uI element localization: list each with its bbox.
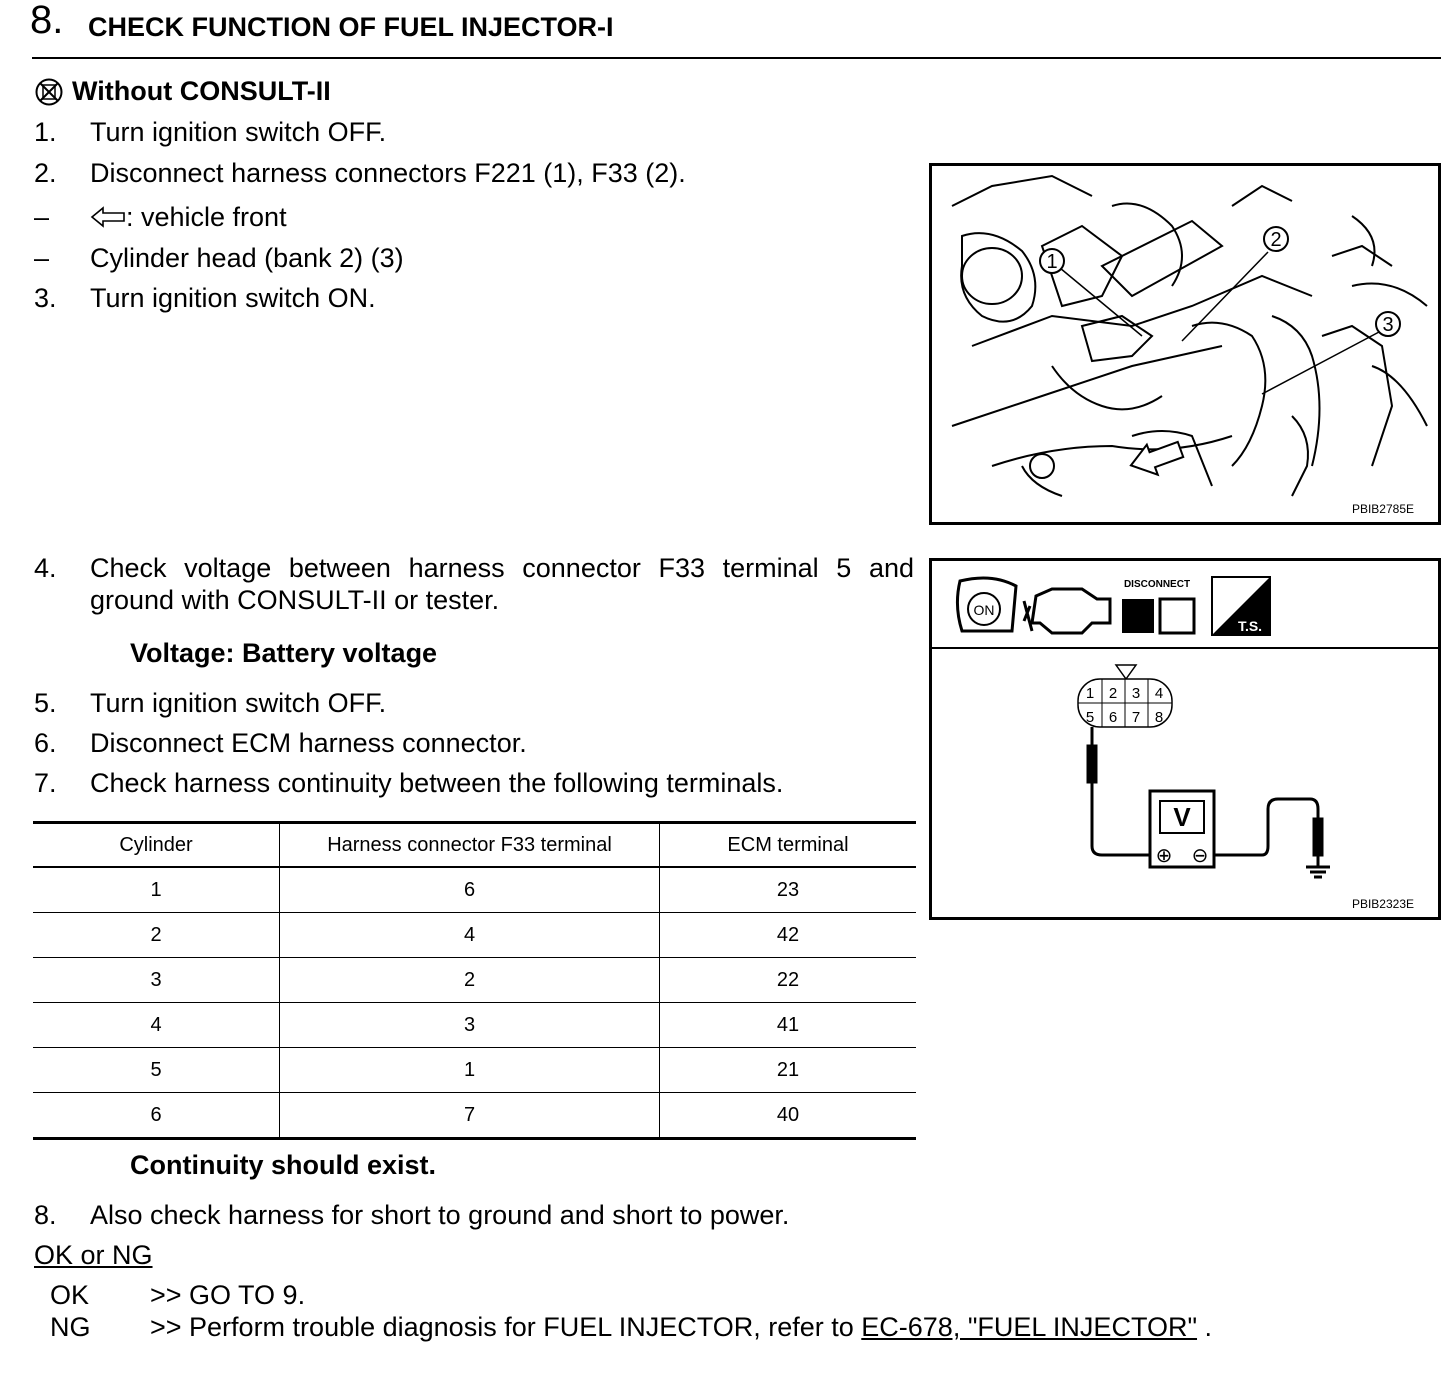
list-item	[34, 157, 894, 189]
table-row	[33, 1048, 916, 1093]
step-index: 1.	[34, 117, 57, 147]
callout-2: 2	[1270, 229, 1282, 251]
list-item	[34, 687, 914, 719]
arrow-left-icon	[90, 206, 126, 228]
step-index: 3.	[34, 283, 57, 313]
list-item	[34, 552, 914, 616]
step-text-cont: ground with CONSULT-II or tester.	[90, 585, 500, 615]
svg-text:3: 3	[1131, 685, 1141, 702]
table-cell: 41	[660, 1003, 917, 1048]
step-index: –	[34, 202, 50, 232]
callout-1: 1	[1046, 251, 1058, 273]
table-row	[33, 913, 916, 958]
step-index: 4.	[34, 553, 57, 583]
table-cell: 2	[280, 958, 660, 1003]
column-header: Harness connector F33 terminal	[280, 823, 660, 868]
step-index: 7.	[34, 768, 57, 798]
svg-text:⊖: ⊖	[1191, 845, 1209, 867]
step-index: 8.	[34, 1200, 57, 1230]
figure-id: PBIB2323E	[1351, 897, 1414, 911]
table-cell: 2	[33, 913, 280, 958]
voltage-figure	[929, 558, 1441, 920]
step-text: Check voltage between harness connector F33 terminal 5 and	[90, 553, 914, 583]
voltage-spec: Voltage: Battery voltage	[130, 638, 438, 668]
table-cell: 42	[660, 913, 917, 958]
svg-text:T.S.: T.S.	[1237, 618, 1263, 634]
table-row	[33, 867, 916, 913]
figure-id: PBIB2785E	[1351, 502, 1414, 516]
step-index: 6.	[34, 728, 57, 758]
svg-text:6: 6	[1108, 709, 1118, 726]
list-item	[34, 201, 894, 233]
step-text: Check harness continuity between the following terminals.	[90, 768, 784, 798]
table-cell: 23	[660, 867, 917, 913]
result-ok-text: >> GO TO 9.	[150, 1280, 306, 1310]
column-header: Cylinder	[33, 823, 280, 868]
table-cell: 6	[280, 867, 660, 913]
step-text: Turn ignition switch OFF.	[90, 688, 387, 718]
table-cell: 21	[660, 1048, 917, 1093]
step-text: Also check harness for short to ground and short to power.	[90, 1200, 790, 1230]
header-divider	[32, 57, 1441, 59]
step-index: 2.	[34, 158, 57, 188]
table-cell: 3	[33, 958, 280, 1003]
no-consult-icon	[34, 77, 64, 107]
svg-text:7: 7	[1131, 709, 1141, 726]
table-cell: 6	[33, 1093, 280, 1139]
step-text: Turn ignition switch OFF.	[90, 117, 387, 147]
result-ng-line	[150, 1311, 1212, 1343]
page-title: CHECK FUNCTION OF FUEL INJECTOR-I	[88, 12, 614, 42]
svg-text:⊕: ⊕	[1155, 845, 1173, 867]
ec-678-link[interactable]: EC-678, "FUEL INJECTOR"	[861, 1312, 1198, 1342]
table-row	[33, 1093, 916, 1139]
svg-text:V: V	[1173, 802, 1191, 832]
result-ng-key: NG	[50, 1312, 91, 1342]
terminal-table	[33, 821, 916, 1140]
list-item	[34, 116, 894, 148]
step-number: 8.	[30, 0, 64, 42]
table-cell: 4	[33, 1003, 280, 1048]
voltmeter	[1150, 791, 1214, 867]
ts-icon	[1212, 577, 1270, 635]
table-cell: 5	[33, 1048, 280, 1093]
list-item	[34, 282, 894, 314]
result-ng-text: >> Perform trouble diagnosis for FUEL INJECTOR, refer to	[150, 1312, 862, 1342]
svg-text:ON: ON	[973, 602, 995, 618]
svg-text:DISCONNECT: DISCONNECT	[1123, 579, 1191, 590]
table-cell: 4	[280, 913, 660, 958]
table-cell: 3	[280, 1003, 660, 1048]
voltage-check-diagram	[932, 561, 1438, 917]
table-cell: 22	[660, 958, 917, 1003]
table-row	[33, 958, 916, 1003]
step-index: –	[34, 243, 50, 273]
table-header-row	[33, 823, 916, 868]
svg-text:1: 1	[1085, 685, 1095, 702]
engine-illustration	[932, 166, 1438, 522]
step-text: Cylinder head (bank 2) (3)	[90, 243, 404, 273]
list-item	[34, 767, 914, 799]
step-text: Disconnect ECM harness connector.	[90, 728, 527, 758]
continuity-spec: Continuity should exist.	[130, 1150, 437, 1180]
table-row	[33, 1003, 916, 1048]
svg-text:5: 5	[1085, 709, 1095, 726]
step-index: 5.	[34, 688, 57, 718]
subheading-text: Without CONSULT-II	[72, 76, 331, 106]
ignition-key-icon	[957, 578, 1016, 631]
svg-text:8: 8	[1154, 709, 1164, 726]
disconnect-icon	[1122, 579, 1194, 633]
step-text: Disconnect harness connectors F221 (1), F33 (2).	[90, 158, 686, 188]
callout-3: 3	[1382, 314, 1394, 336]
step-text: : vehicle front	[126, 202, 287, 232]
svg-text:2: 2	[1108, 685, 1118, 702]
column-header: ECM terminal	[660, 823, 917, 868]
list-item	[34, 242, 894, 274]
table-cell: 1	[280, 1048, 660, 1093]
result-ok-key: OK	[50, 1280, 90, 1310]
table-cell: 7	[280, 1093, 660, 1139]
engine-icon	[1024, 589, 1110, 633]
step-text: Turn ignition switch ON.	[90, 283, 376, 313]
engine-figure	[929, 163, 1441, 525]
subheading	[34, 76, 331, 107]
table-cell: 40	[660, 1093, 917, 1139]
svg-text:4: 4	[1154, 685, 1164, 702]
result-label: OK or NG	[34, 1240, 153, 1270]
result-ng-tail: .	[1197, 1312, 1213, 1342]
harness-connector	[1078, 665, 1172, 727]
list-item	[34, 727, 914, 759]
table-cell: 1	[33, 867, 280, 913]
list-item	[34, 1199, 914, 1231]
